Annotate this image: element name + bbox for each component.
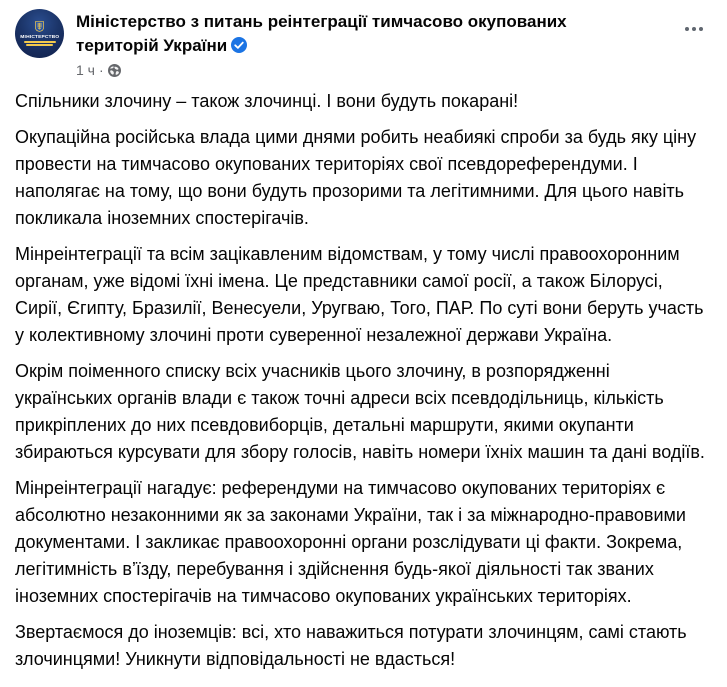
- timestamp[interactable]: 1 ч: [76, 62, 95, 78]
- ellipsis-icon: [699, 27, 704, 32]
- ellipsis-icon: [685, 27, 690, 32]
- header-info: [76, 9, 677, 78]
- avatar[interactable]: [15, 9, 64, 58]
- post-paragraph: Спільники злочину – також злочинці. І вони будуть покарані!: [15, 91, 519, 111]
- post-text: [0, 80, 727, 687]
- avatar-label: МІНІСТЕРСТВО: [20, 34, 59, 40]
- ellipsis-icon: [692, 27, 697, 32]
- post-paragraph: Окупаційна російська влада цими днями робить неабиякі спроби за будь яку ціну провести на тимчасово окупованих територіях свої псевдореферендуми. І наполягає на тому, що вони будуть прозорими та легітимними. Для цього навіть покликала іноземних спостерігачів.: [15, 127, 697, 228]
- post-meta: [76, 62, 677, 78]
- avatar-subtitle-line: [26, 44, 53, 46]
- more-options-button[interactable]: [677, 12, 711, 46]
- post-paragraph: Мінреінтеграції та всім зацікавленим відомствам, у тому числі правоохоронним органам, уже відомі їхні імена. Це представники самої росії, а також Білорусі, Сирії, Єгипту, Бразилії, Венесуели, Уругваю, Того, ПАР. По суті вони беруть участь у колективному злочині проти суверенної незалежної держави Україна.: [15, 244, 704, 345]
- meta-separator: ·: [98, 62, 104, 78]
- post-header: [0, 0, 727, 80]
- avatar-subtitle-line: [24, 41, 56, 43]
- ministry-logo: [15, 9, 64, 58]
- post-paragraph: Звертаємося до іноземців: всі, хто наважиться потурати злочинцям, самі стають злочинцями! Уникнути відповідальності не вдасться!: [15, 622, 687, 669]
- globe-public-icon: [108, 64, 121, 77]
- verified-badge-icon: [231, 37, 247, 58]
- post-paragraph: Мінреінтеграції нагадує: референдуми на тимчасово окупованих територіях є абсолютно незаконними як за законами України, так і за міжнародно-правовими документами. І закликає правоохоронні органи розслідувати ці факти. Зокрема, легітимність в’їзду, перебування і здійснення будь-якої діяльності так званих іноземних спостерігачів на тимчасово окупованих українських територіях.: [15, 478, 686, 606]
- page-name[interactable]: Міністерство з питань реінтеграції тимчасово окупованих територій України: [76, 12, 567, 55]
- trident-emblem-icon: [35, 21, 44, 32]
- post-paragraph: Окрім поіменного списку всіх учасників цього злочину, в розпорядженні українських органів влади є також точні адреси всіх псевдодільниць, кількість прикріплених до них псевдовиборців, детальні маршрути, якими окупанти збираються курсувати для збору голосів, навіть номери їхніх машин та дані водіїв.: [15, 361, 705, 462]
